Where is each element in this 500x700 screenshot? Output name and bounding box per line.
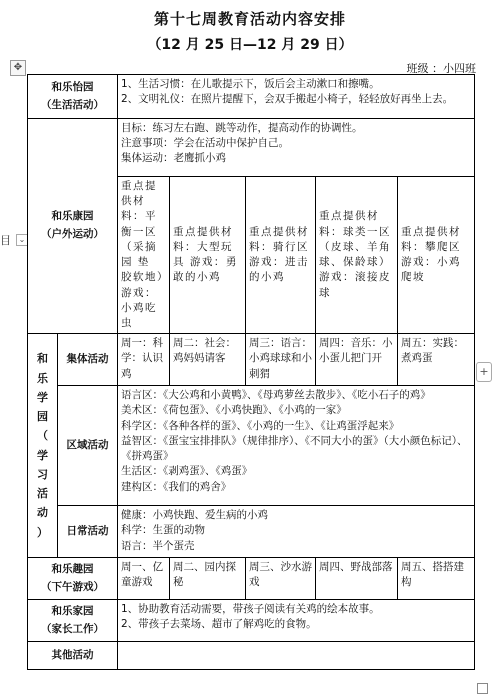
outdoor-general <box>118 119 475 177</box>
life-activity-content <box>118 75 475 119</box>
class-label: 班级 ：小四班 <box>406 62 476 75</box>
daily-health: 健康：小鸡快跑、爱生病的小鸡 <box>121 509 268 522</box>
outdoor-area-5: 重点提供材料：攀爬区 游戏：小鸡爬坡 <box>398 177 475 334</box>
table-resize-handle[interactable] <box>477 683 488 694</box>
other-activities-content <box>118 642 475 670</box>
table-move-handle-icon[interactable]: ✥ <box>10 60 26 76</box>
daily-language: 语言：半个蛋壳 <box>121 539 195 552</box>
outdoor-area-3: 重点提供材料：骑行区 游戏：进击的小鸡 <box>246 177 316 334</box>
page-title: 第十七周教育活动内容安排 <box>153 10 346 28</box>
side-tab-icon[interactable]: 目 <box>0 234 11 247</box>
life-line-1: 1、生活习惯：在儿歌提示下，饭后会主动漱口和擦嘴。 <box>121 78 380 90</box>
outdoor-activity-header: 和乐康园 （户外运动） <box>28 119 118 334</box>
chevron-down-icon[interactable]: ⌄ <box>16 234 28 246</box>
life-activity-header: 和乐怡园 （生活活动） <box>28 75 118 119</box>
date-range: （12 月 25 日—12 月 29 日） <box>147 37 353 53</box>
area-activity-content <box>118 386 475 506</box>
collective-friday: 周五：实践：煮鸡蛋 <box>398 334 475 386</box>
study-activity-header: 和 乐 学 园 （ 学 习 活 动 ） <box>28 334 58 558</box>
parent-work-line-2: 2、带孩子去菜场、超市了解鸡吃的食物。 <box>121 618 317 631</box>
outdoor-area-1: 重点提供材料：平衡一区（采摘园 垫 胶软地）游戏：小鸡吃虫 <box>118 177 170 334</box>
parent-work-line-1: 1、协助教育活动需要，带孩子阅读有关鸡的绘本故事。 <box>121 603 380 616</box>
daily-activity-content <box>118 506 475 558</box>
area-life: 生活区：《剥鸡蛋》、《鸡蛋》 <box>121 465 253 478</box>
parent-work-header: 和乐家园 （家长工作） <box>28 600 118 642</box>
parent-work-content <box>118 600 475 642</box>
outdoor-group-game: 集体运动：老鹰抓小鸡 <box>121 152 226 165</box>
outdoor-goal: 目标：练习左右跑、跳等动作，提高动作的协调性。 <box>121 122 363 134</box>
area-construction: 建构区：《我们的鸡舍》 <box>121 480 232 493</box>
games-monday: 周一、亿童游戏 <box>118 558 170 600</box>
schedule-table <box>27 74 475 670</box>
afternoon-games-header: 和乐趣园 （下午游戏） <box>28 558 118 600</box>
collective-thursday: 周四：音乐：小小蛋儿把门开 <box>316 334 398 386</box>
games-tuesday: 周二、园内探秘 <box>170 558 246 600</box>
area-activity-header: 区域活动 <box>58 386 118 506</box>
daily-activity-header: 日常活动 <box>58 506 118 558</box>
daily-science: 科学：生蛋的动物 <box>121 524 205 537</box>
area-language: 语言区：《大公鸡和小黄鸭》、《母鸡萝丝去散步》、《吃小石子的鸡》 <box>121 389 431 402</box>
outdoor-area-4: 重点提供材料：球类一区（皮球、羊角球、保龄球）游戏：滚接皮球 <box>316 177 398 334</box>
add-column-icon[interactable]: + <box>476 362 492 382</box>
collective-monday: 周一：科学：认识鸡 <box>118 334 170 386</box>
outdoor-notice: 注意事项：学会在活动中保护自己。 <box>121 137 289 150</box>
games-thursday: 周四、野战部落 <box>316 558 398 600</box>
other-activities-header: 其他活动 <box>28 642 118 670</box>
games-wednesday: 周三、沙水游戏 <box>246 558 316 600</box>
area-puzzle: 益智区：《蛋宝宝排排队》（规律排序）、《不同大小的蛋》（大小颜色标记）、《拼鸡蛋》 <box>121 434 468 463</box>
area-art: 美术区：《荷包蛋》、《小鸡快跑》、《小鸡的一家》 <box>121 404 347 417</box>
outdoor-area-2: 重点提供材料：大型玩具 游戏：勇敢的小鸡 <box>170 177 246 334</box>
life-line-2: 2、文明礼仪：在照片提醒下，会双手搬起小椅子，轻轻放好再坐上去。 <box>121 93 454 106</box>
collective-wednesday: 周三：语言：小鸡球球和小刺猬 <box>246 334 316 386</box>
area-science: 科学区：《各种各样的蛋》、《小鸡的一生》、《让鸡蛋浮起来》 <box>121 419 400 432</box>
collective-tuesday: 周二：社会：鸡妈妈请客 <box>170 334 246 386</box>
games-friday: 周五、搭搭建构 <box>398 558 475 600</box>
collective-activity-header: 集体活动 <box>58 334 118 386</box>
